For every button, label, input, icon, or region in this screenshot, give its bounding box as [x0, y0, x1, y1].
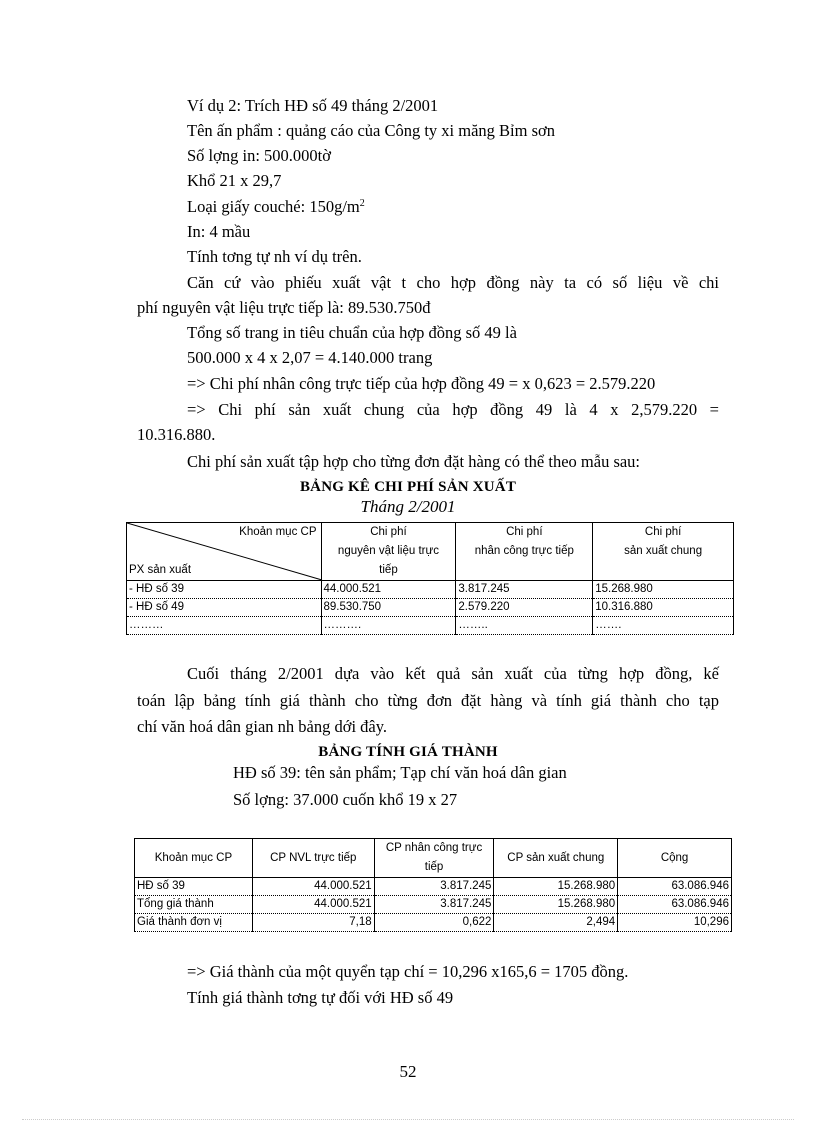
- overhead-cost-line2: 10.316.880.: [137, 425, 216, 444]
- cell-value: 15.268.980: [494, 896, 618, 914]
- similar-calc-line: Tính tơng tự nh ví dụ trên.: [187, 247, 362, 266]
- overhead-cost-line1: => Chi phí sản xuất chung của hợp đồng 49 là 4 x 2,579.220 =: [187, 400, 719, 419]
- table-row: [127, 581, 734, 599]
- unit-price-result: => Giá thành của một quyển tạp chí = 10,296 x165,6 = 1705 đồng.: [187, 962, 629, 981]
- paper-type-line: [187, 197, 365, 217]
- month-end-para-line1: Cuối tháng 2/2001 dựa vào kết quả sản xuất của từng hợp đồng, kế: [187, 664, 719, 683]
- month-end-para-line2: toán lập bảng tính giá thành cho từng đơn đặt hàng và tính giá thành cho tạp: [137, 691, 719, 710]
- cell-value: ……….: [321, 617, 456, 635]
- cost-summary-title: BẢNG KÊ CHI PHÍ SẢN XUẤT: [299, 479, 517, 495]
- cost-summary-table: [126, 522, 734, 635]
- contract-product-line: HĐ số 39: tên sản phẩm; Tạp chí văn hoá dân gian: [233, 763, 567, 782]
- paper-type-superscript: 2: [359, 198, 365, 209]
- cell-value: 3.817.245: [456, 581, 593, 599]
- cell-value: 15.268.980: [593, 581, 734, 599]
- col3-header-line1: Chi phí: [593, 523, 734, 543]
- header-total: Cộng: [618, 839, 732, 878]
- table-row: [135, 878, 732, 896]
- total-pages-line: Tổng số trang in tiêu chuẩn của hợp đồng số 49 là: [187, 323, 517, 342]
- size-line: Khổ 21 x 29,7: [187, 171, 282, 190]
- header-labor: CP nhân công trực tiếp: [374, 839, 494, 878]
- col1-header-line1: Chi phí: [321, 523, 456, 543]
- table-row: [127, 599, 734, 617]
- cell-value: 0,622: [374, 914, 494, 932]
- material-cost-para-line1: Căn cứ vào phiếu xuất vật t cho hợp đồng này ta có số liệu về chi: [187, 273, 719, 292]
- labor-cost-line: => Chi phí nhân công trực tiếp của hợp đồng 49 = x 0,623 = 2.579.220: [187, 374, 656, 393]
- table-row: [135, 914, 732, 932]
- cell-value: …….: [593, 617, 734, 635]
- cost-template-intro: Chi phí sản xuất tập hợp cho từng đơn đặt hàng có thể theo mẫu sau:: [187, 452, 641, 471]
- cell-value: 10.316.880: [593, 599, 734, 617]
- similar-calc-note: Tính giá thành tơng tự đối với HĐ số 49: [187, 988, 454, 1007]
- col2-header-line1: Chi phí: [456, 523, 593, 543]
- header-cost-item: Khoản mục CP: [135, 839, 253, 878]
- col1-header-line2: nguyên vật liệu trực: [321, 542, 456, 561]
- cell-value: 63.086.946: [618, 896, 732, 914]
- pages-formula-line: 500.000 x 4 x 2,07 = 4.140.000 trang: [187, 348, 433, 367]
- row-label: Giá thành đơn vị: [135, 914, 253, 932]
- cell-value: 44.000.521: [252, 878, 374, 896]
- cost-summary-subtitle: Tháng 2/2001: [360, 497, 456, 516]
- cell-value: 63.086.946: [618, 878, 732, 896]
- page-bottom-divider: [22, 1119, 794, 1120]
- month-end-para-line3: chí văn hoá dân gian nh bảng dới đây.: [137, 717, 388, 736]
- cell-value: 7,18: [252, 914, 374, 932]
- table-row: [127, 617, 734, 635]
- print-colors-line: In: 4 mầu: [187, 222, 251, 241]
- col2-header-line2: nhân công trực tiếp: [456, 542, 593, 561]
- cell-value: 2.579.220: [456, 599, 593, 617]
- table-row: [135, 896, 732, 914]
- cell-value: 3.817.245: [374, 878, 494, 896]
- row-label: - HĐ số 39: [127, 581, 322, 599]
- cell-value: 44.000.521: [321, 581, 456, 599]
- row-label: Tổng giá thành: [135, 896, 253, 914]
- cell-value: 89.530.750: [321, 599, 456, 617]
- example-heading: Ví dụ 2: Trích HĐ số 49 tháng 2/2001: [187, 96, 439, 115]
- row-label: HĐ số 39: [135, 878, 253, 896]
- cell-value: 44.000.521: [252, 896, 374, 914]
- header-material: CP NVL trực tiếp: [252, 839, 374, 878]
- product-name-line: Tên ấn phẩm : quảng cáo của Công ty xi măng Bỉm sơn: [187, 121, 555, 140]
- contract-quantity-line: Số lợng: 37.000 cuốn khổ 19 x 27: [233, 790, 458, 809]
- cell-value: 10,296: [618, 914, 732, 932]
- col1-header-line3: tiếp: [321, 561, 456, 581]
- header-overhead: CP sản xuất chung: [494, 839, 618, 878]
- paper-type-text: Loại giấy couché: 150g/m: [187, 197, 360, 216]
- quantity-line: Số lợng in: 500.000tờ: [187, 146, 331, 165]
- page-number: 52: [399, 1062, 417, 1081]
- col3-header-line2: sản xuất chung: [593, 542, 734, 561]
- cell-value: 3.817.245: [374, 896, 494, 914]
- cost-calc-title: BẢNG TÍNH GIÁ THÀNH: [318, 744, 498, 760]
- cell-value: 15.268.980: [494, 878, 618, 896]
- material-cost-para-line2: phí nguyên vật liệu trực tiếp là: 89.530.750đ: [137, 298, 431, 317]
- cost-calc-table: [134, 838, 732, 932]
- corner-header-bottom: PX sản xuất: [127, 561, 322, 581]
- corner-header-top: Khoản mục CP: [127, 523, 322, 543]
- row-label: ………: [127, 617, 322, 635]
- cell-value: ……..: [456, 617, 593, 635]
- row-label: - HĐ số 49: [127, 599, 322, 617]
- cell-value: 2,494: [494, 914, 618, 932]
